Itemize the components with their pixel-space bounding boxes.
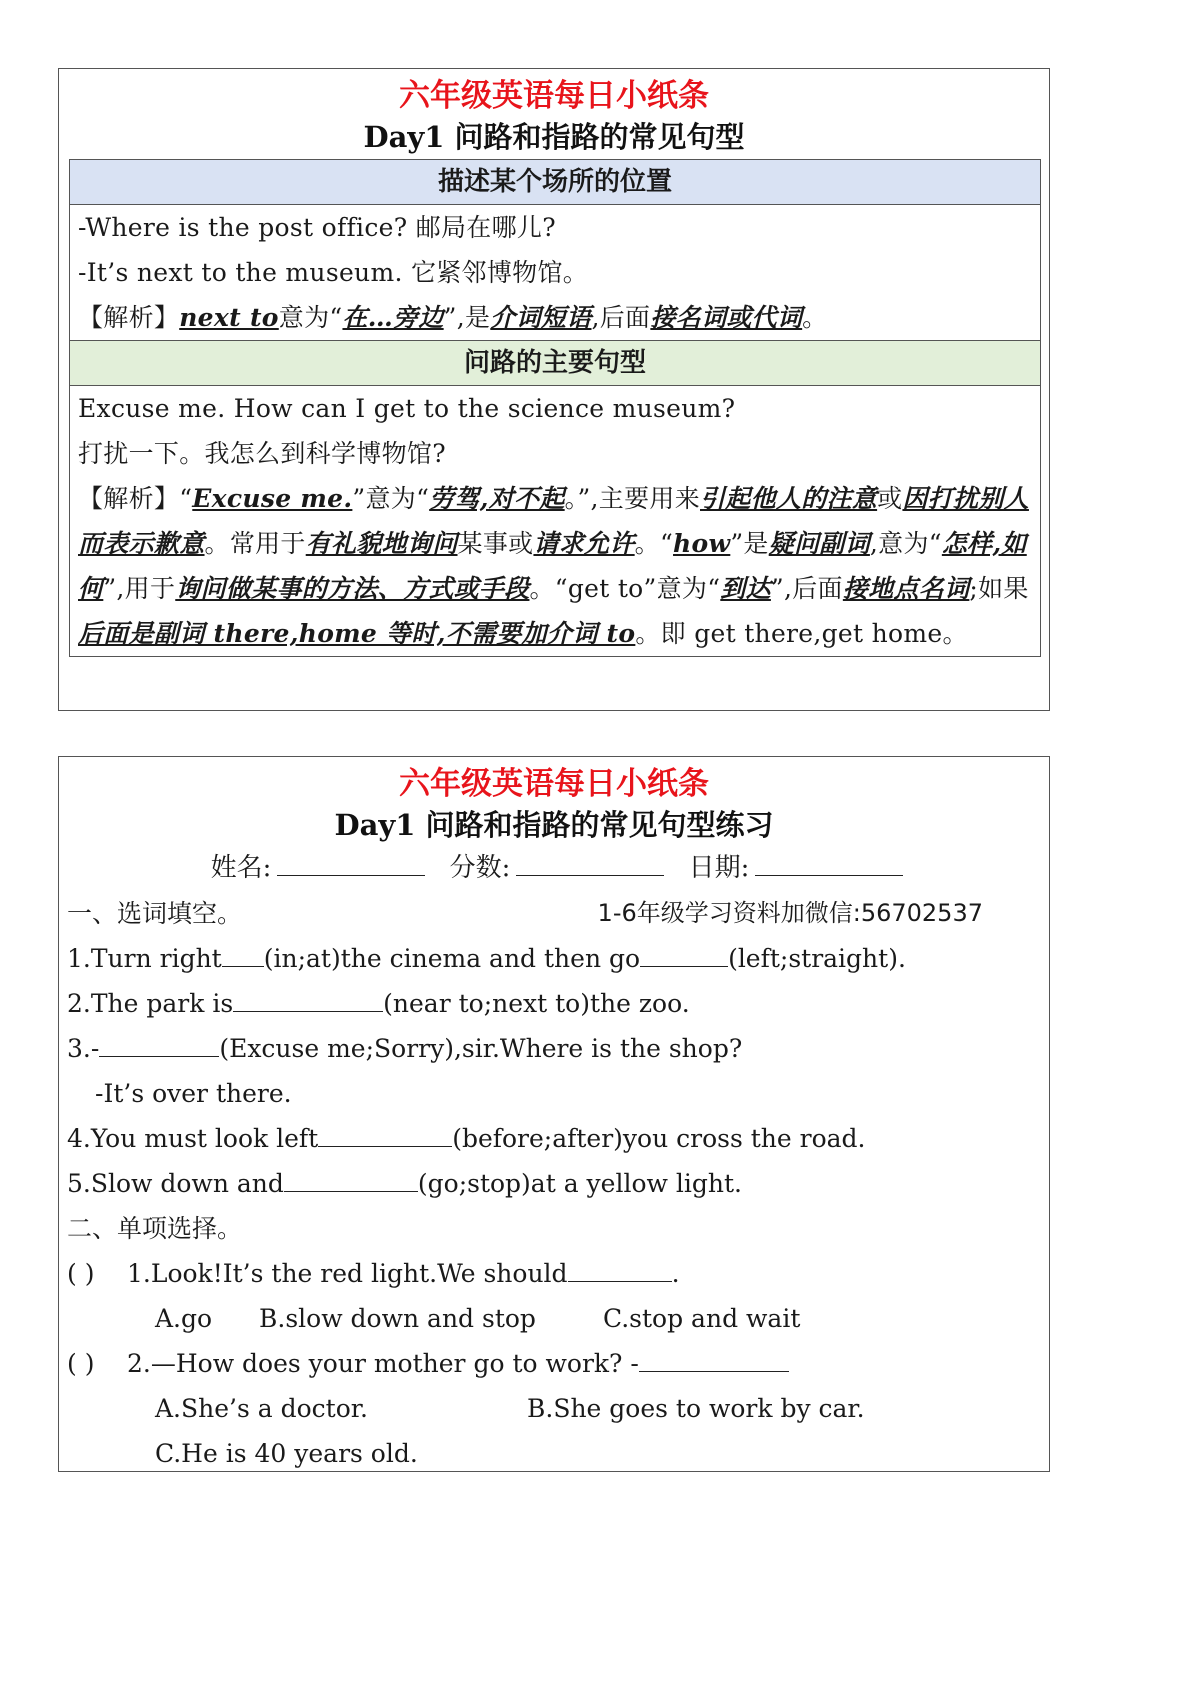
name-blank[interactable] (277, 849, 425, 876)
card-subtitle: Day1 问路和指路的常见句型练习 (334, 808, 774, 842)
keyword: 介词短语 (490, 303, 592, 332)
text: 。 (802, 303, 828, 332)
text: 2.—How does your mother go to work? - (127, 1349, 639, 1378)
answer-blank[interactable] (284, 1165, 418, 1192)
analysis-note (78, 295, 1032, 340)
card-subtitle: Day1 问路和指路的常见句型 (363, 120, 745, 154)
text: . (671, 1259, 680, 1288)
text: ”意为“ (352, 484, 430, 513)
text: 1.Look!It’s the red light.We should (127, 1259, 568, 1288)
answer-blank[interactable] (222, 940, 264, 967)
text: 【解析】“ (78, 484, 193, 513)
fill-question-4 (59, 1116, 1049, 1161)
keyword: Excuse me. (192, 484, 353, 513)
card-title: 六年级英语每日小纸条 (399, 766, 709, 802)
text: ,意为“ (869, 529, 942, 558)
exercise-card (58, 756, 1050, 1472)
text: 5.Slow down and (67, 1169, 284, 1198)
keyword: next to (179, 303, 279, 332)
example-translation: 打扰一下。我怎么到科学博物馆? (78, 439, 446, 468)
text: (Excuse me;Sorry),sir.Where is the shop? (219, 1034, 743, 1063)
text: (go;stop)at a yellow light. (417, 1169, 742, 1198)
text: 某事或 (457, 529, 534, 558)
example-sentence: Excuse me. How can I get to the science museum? (78, 394, 736, 423)
answer-blank[interactable] (99, 1030, 219, 1057)
keyword: 到达 (720, 574, 771, 603)
keyword: 接名词或代词 (650, 303, 803, 332)
text: ;如果 (969, 574, 1029, 603)
mc-question-2 (59, 1341, 1049, 1386)
option-c[interactable]: C.stop and wait (603, 1304, 801, 1333)
card-title: 六年级英语每日小纸条 (399, 78, 709, 114)
text: (in;at)the cinema and then go (263, 944, 641, 973)
mc-options-2 (59, 1386, 1049, 1431)
analysis-note (78, 476, 1032, 656)
answer-paren[interactable]: ( ) (67, 1259, 95, 1288)
notes-table (69, 159, 1041, 657)
part1-title: 一、选词填空。 (67, 899, 243, 928)
text: 1.Turn right (67, 944, 222, 973)
wechat-note: 1-6年级学习资料加微信:56702537 (597, 899, 983, 927)
keyword: 疑问副词 (768, 529, 870, 558)
keyword: 劳驾,对不起 (429, 484, 565, 513)
answer-blank[interactable] (568, 1255, 672, 1282)
example-answer: -It’s next to the museum. 它紧邻博物馆。 (78, 258, 589, 287)
text: ,后面 (591, 303, 651, 332)
mc-options-1 (59, 1296, 1049, 1341)
option-c[interactable]: C.He is 40 years old. (155, 1439, 418, 1468)
text: 4.You must look left (67, 1124, 319, 1153)
text: 意为“ (278, 303, 343, 332)
keyword: how (673, 529, 731, 558)
keyword: 有礼貌地询问 (305, 529, 458, 558)
part2-title: 二、单项选择。 (67, 1214, 243, 1243)
text: ”是 (730, 529, 769, 558)
analysis-tag: 【解析】 (78, 303, 180, 332)
text: 或 (877, 484, 903, 513)
mc-question-1 (59, 1251, 1049, 1296)
score-blank[interactable] (516, 849, 664, 876)
fill-question-1 (59, 936, 1049, 981)
keyword: 在…旁边 (342, 303, 444, 332)
answer-blank[interactable] (640, 940, 728, 967)
answer-paren[interactable]: ( ) (67, 1349, 95, 1378)
section-body-location (70, 205, 1040, 340)
date-blank[interactable] (755, 849, 903, 876)
text: 。即 get there,get home。 (635, 619, 968, 648)
keyword: 因打扰别人而表示歉意 (78, 484, 1029, 558)
keyword: 怎样,如何 (78, 529, 1027, 603)
text: 。常用于 (204, 529, 306, 558)
text: 2.The park is (67, 989, 234, 1018)
answer-blank[interactable] (233, 985, 383, 1012)
answer-blank[interactable] (639, 1345, 789, 1372)
mc-options-2-c (59, 1431, 1049, 1476)
student-info-row (59, 845, 1049, 891)
keyword: 接地点名词 (842, 574, 970, 603)
text: 。“ (634, 529, 674, 558)
option-a[interactable]: A.She’s a doctor. (155, 1394, 368, 1423)
section-body-asking (70, 386, 1040, 656)
option-b[interactable]: B.slow down and stop (259, 1304, 536, 1333)
text: (before;after)you cross the road. (452, 1124, 866, 1153)
name-label: 姓名: (210, 853, 272, 883)
text: 。”,主要用来 (564, 484, 700, 513)
text: 。“get to”意为“ (529, 574, 721, 603)
option-b[interactable]: B.She goes to work by car. (527, 1394, 865, 1423)
score-label: 分数: (449, 853, 511, 883)
fill-question-2 (59, 981, 1049, 1026)
fill-question-3 (59, 1026, 1049, 1071)
date-label: 日期: (688, 853, 750, 883)
text: (near to;next to)the zoo. (383, 989, 690, 1018)
keyword: 引起他人的注意 (700, 484, 878, 513)
fill-question-5 (59, 1161, 1049, 1206)
part1-header-row (59, 891, 1049, 936)
notes-card (58, 68, 1050, 711)
text: (left;straight). (728, 944, 906, 973)
text: ”,是 (443, 303, 491, 332)
text: 3.- (67, 1034, 100, 1063)
keyword: 请求允许 (533, 529, 635, 558)
answer-blank[interactable] (318, 1120, 452, 1147)
fill-question-3-reply: -It’s over there. (95, 1079, 292, 1108)
section-heading-location: 描述某个场所的位置 (70, 160, 1040, 205)
section-heading-asking: 问路的主要句型 (70, 340, 1040, 386)
option-a[interactable]: A.go (155, 1304, 213, 1333)
keyword: 询问做某事的方法、方式或手段 (175, 574, 530, 603)
keyword: 后面是副词 there,home 等时,不需要加介词 to (78, 619, 636, 648)
text: ”,后面 (770, 574, 843, 603)
text: ”,用于 (103, 574, 176, 603)
example-question: -Where is the post office? 邮局在哪儿? (78, 213, 556, 242)
